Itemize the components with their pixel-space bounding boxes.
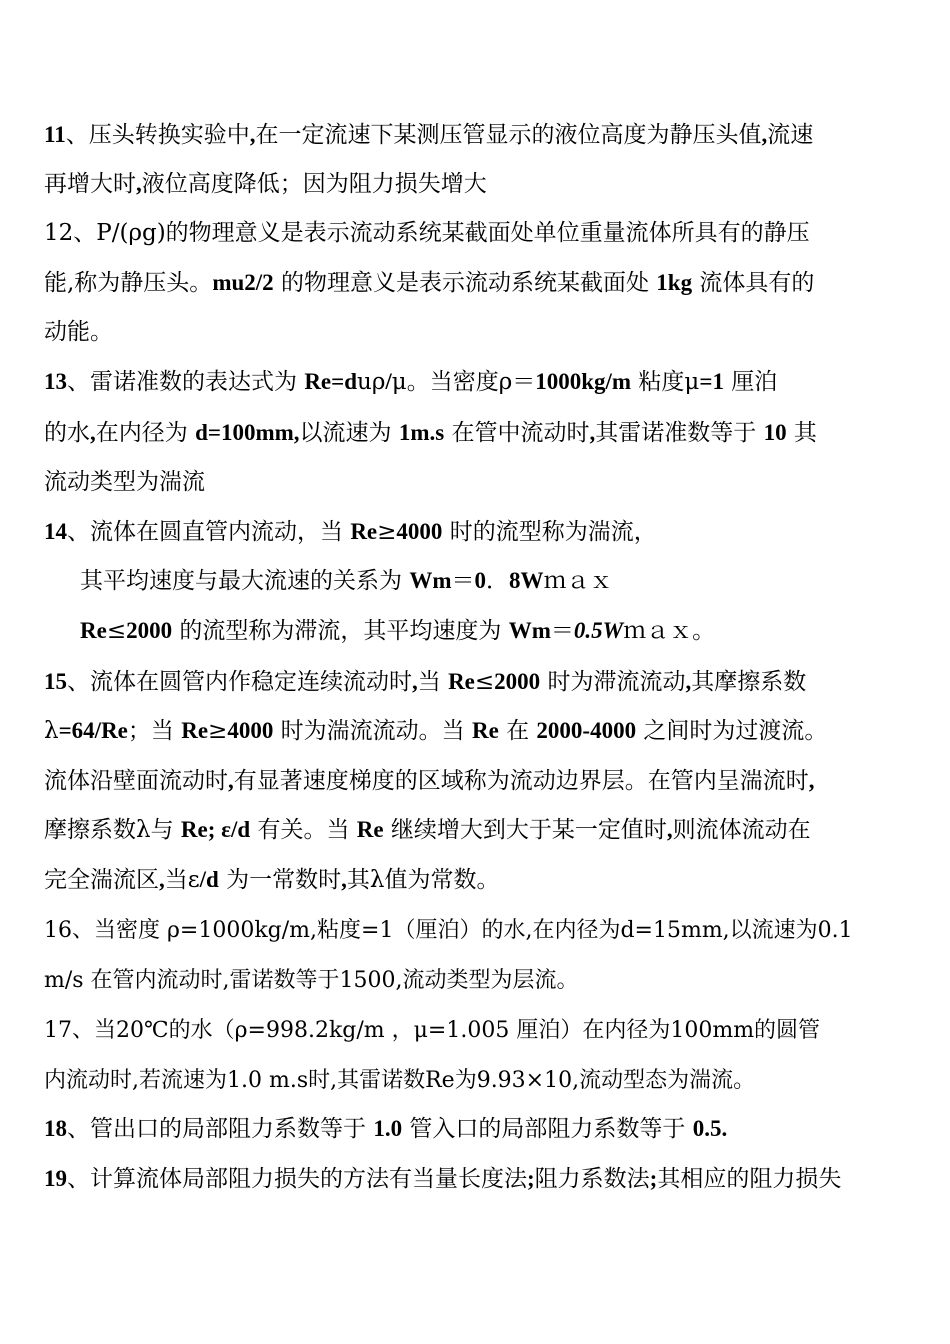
text-run: Re xyxy=(80,618,107,643)
text-run: 4000 xyxy=(227,718,274,743)
line-22 xyxy=(44,1164,924,1194)
line-14 xyxy=(44,766,924,796)
text-run: 0.5. xyxy=(692,1116,728,1141)
text-run: 在内径为 xyxy=(95,420,196,446)
text-run: , xyxy=(228,768,234,793)
text-run: 流体沿壁面流动时 xyxy=(44,768,228,794)
text-run: ；当 xyxy=(127,718,182,744)
text-run: 其平均速度与最大流速的关系为 xyxy=(80,568,410,594)
text-run: Re xyxy=(181,718,209,743)
text-run: 液位高度降低；因为阻力损失增大 xyxy=(141,171,487,197)
line-20 xyxy=(44,1065,924,1095)
text-run: m/s 在管内流动时,雷诺数等于1500,流动类型为层流。 xyxy=(44,968,579,993)
text-run: ; xyxy=(527,1166,535,1191)
text-run: 13 xyxy=(44,369,67,394)
text-run: 完全湍流区 xyxy=(44,867,159,893)
line-15 xyxy=(44,815,924,845)
text-run: Re; ε/d xyxy=(180,817,251,842)
text-run: 流体具有的 xyxy=(692,270,815,296)
text-run: Wm xyxy=(409,568,452,593)
line-19 xyxy=(44,1015,924,1045)
text-run: 在一定流速下某测压管显示的液位高度为静压头值 xyxy=(255,122,762,148)
text-run: 当ε xyxy=(164,867,200,893)
text-run: Re xyxy=(448,669,475,694)
line-1 xyxy=(44,120,924,150)
text-run: 时的流型称为湍流， xyxy=(442,519,657,545)
text-run: 11 xyxy=(44,122,66,147)
line-2 xyxy=(44,169,924,199)
text-run: , xyxy=(666,817,673,842)
text-run: 的水 xyxy=(44,420,90,446)
text-run: 、管出口的局部阻力系数等于 xyxy=(67,1116,374,1142)
text-run: 动能。 xyxy=(44,319,113,345)
text-run: /d xyxy=(199,867,219,892)
text-run: 之间时为过渡流。 xyxy=(636,718,828,744)
text-run: μ。当密度ρ＝ xyxy=(391,369,536,395)
text-run: 在 xyxy=(498,718,537,744)
text-run: 2000 xyxy=(126,618,173,643)
text-run: 粘度μ xyxy=(631,369,700,395)
line-18 xyxy=(44,965,924,995)
text-run: 在管中流动时 xyxy=(444,420,590,446)
text-run: , xyxy=(685,669,692,694)
text-run: 0.5W xyxy=(573,618,624,643)
text-run: , xyxy=(90,420,96,445)
text-run: Re xyxy=(356,817,384,842)
text-run: 能,称为静压头。 xyxy=(44,270,213,296)
text-run: 、流体在圆直管内流动，当 xyxy=(67,519,351,545)
text-run: d=100mm, xyxy=(195,420,300,445)
text-run: ≥ xyxy=(377,519,397,545)
text-run: 再增大时 xyxy=(44,171,136,197)
text-run: 继续增大到大于某一定值时 xyxy=(383,817,667,843)
line-6 xyxy=(44,367,924,397)
text-run: 有显著速度梯度的区域称为流动边界层。在管内呈湍流时 xyxy=(233,768,809,794)
line-13 xyxy=(44,716,924,746)
text-run: 19 xyxy=(44,1166,67,1191)
text-run: 1m.s xyxy=(398,420,445,445)
text-run: 其雷诺准数等于 xyxy=(595,420,764,446)
text-run: ｍａｘ。 xyxy=(623,618,716,644)
text-run: 15 xyxy=(44,669,67,694)
text-run: 14 xyxy=(44,519,67,544)
text-run: 内流动时,若流速为1.0 m.s时,其雷诺数Re为9.93×10,流动型态为湍流。 xyxy=(44,1068,756,1093)
text-run: 16、当密度 ρ=1000kg/m,粘度=1（厘泊）的水,在内径为d=15mm,以流速为0.1 xyxy=(44,918,853,943)
text-run: 管入口的局部阻力系数等于 xyxy=(402,1116,693,1142)
text-run: 8W xyxy=(508,568,544,593)
text-run: 摩擦系数λ与 xyxy=(44,817,181,843)
text-run: ｍａｘ xyxy=(543,568,613,594)
text-run: ． xyxy=(485,568,509,594)
text-run: 12、P/(ρg)的物理意义是表示流动系统某截面处单位重量流体所具有的静压 xyxy=(44,220,810,246)
line-17 xyxy=(44,915,924,945)
text-run: 的流型称为滞流，其平均速度为 xyxy=(172,618,509,644)
text-run: Re xyxy=(471,718,499,743)
line-5 xyxy=(44,317,924,347)
text-run: , xyxy=(136,171,142,196)
text-run: 、计算流体局部阻力损失的方法有当量长度法 xyxy=(67,1166,527,1192)
line-4 xyxy=(44,268,924,298)
text-run: , xyxy=(808,768,815,793)
line-12 xyxy=(44,667,924,697)
text-run: , xyxy=(341,867,347,892)
text-run: ; xyxy=(649,1166,658,1191)
text-run: 、流体在圆管内作稳定连续流动时 xyxy=(67,669,412,695)
text-run: 1.0 xyxy=(373,1116,403,1141)
text-run: 、压头转换实验中 xyxy=(65,122,250,148)
line-16 xyxy=(44,865,924,895)
text-run: 以流速为 xyxy=(299,420,399,446)
text-run: 、雷诺准数的表达式为 xyxy=(67,369,305,395)
text-run: 1000kg/m xyxy=(535,369,632,394)
text-run: 的物理意义是表示流动系统某截面处 xyxy=(273,270,657,296)
text-run: 2000-4000 xyxy=(536,718,637,743)
text-run: / xyxy=(385,369,392,394)
text-run: , xyxy=(589,420,596,445)
text-run: 为一常数时 xyxy=(218,867,342,893)
text-run: 有关。当 xyxy=(250,817,357,843)
text-run: 时为湍流流动。当 xyxy=(273,718,472,744)
line-7 xyxy=(44,418,924,448)
line-9 xyxy=(44,517,924,547)
text-run: ≤ xyxy=(474,669,495,695)
line-8 xyxy=(44,467,924,497)
line-11 xyxy=(80,616,950,646)
text-run: 流动类型为湍流 xyxy=(44,469,205,495)
text-run: 2000 xyxy=(494,669,541,694)
text-run: 其 xyxy=(786,420,817,446)
text-run: mu2/2 xyxy=(212,270,274,295)
text-run: uρ xyxy=(357,369,386,395)
text-run: 当 xyxy=(417,669,449,695)
text-run: Wm xyxy=(508,618,551,643)
text-run: Re xyxy=(350,519,378,544)
text-run: 其λ值为常数。 xyxy=(346,867,500,893)
text-run: 阻力系数法 xyxy=(534,1166,650,1192)
text-run: λ xyxy=(44,718,59,744)
text-run: , xyxy=(412,669,418,694)
text-run: 0 xyxy=(474,568,486,593)
text-run: 4000 xyxy=(396,519,443,544)
text-run: =1 xyxy=(699,369,724,394)
line-21 xyxy=(44,1114,924,1144)
text-run: =64/Re xyxy=(58,718,128,743)
text-run: 其摩擦系数 xyxy=(691,669,807,695)
text-run: 时为滞流流动 xyxy=(540,669,686,695)
text-run: 10 xyxy=(763,420,787,445)
text-run: 17、当20℃的水（ρ=998.2kg/m ，μ=1.005 厘泊）在内径为100mm的圆管 xyxy=(44,1018,821,1043)
text-run: 厘泊 xyxy=(723,369,778,395)
text-run: Re=d xyxy=(304,369,358,394)
text-run: ≤ xyxy=(106,618,127,644)
line-10 xyxy=(80,566,950,596)
text-run: , xyxy=(761,122,768,147)
text-run: ＝ xyxy=(550,618,574,644)
text-run: 流速 xyxy=(767,122,814,148)
text-run: 则流体流动在 xyxy=(672,817,811,843)
line-3 xyxy=(44,218,924,248)
text-run: , xyxy=(249,122,256,147)
text-run: ≥ xyxy=(208,718,228,744)
text-run: , xyxy=(159,867,165,892)
text-run: 其相应的阻力损失 xyxy=(657,1166,842,1192)
text-run: ＝ xyxy=(451,568,475,594)
text-run: 18 xyxy=(44,1116,67,1141)
text-run: 1kg xyxy=(656,270,693,295)
